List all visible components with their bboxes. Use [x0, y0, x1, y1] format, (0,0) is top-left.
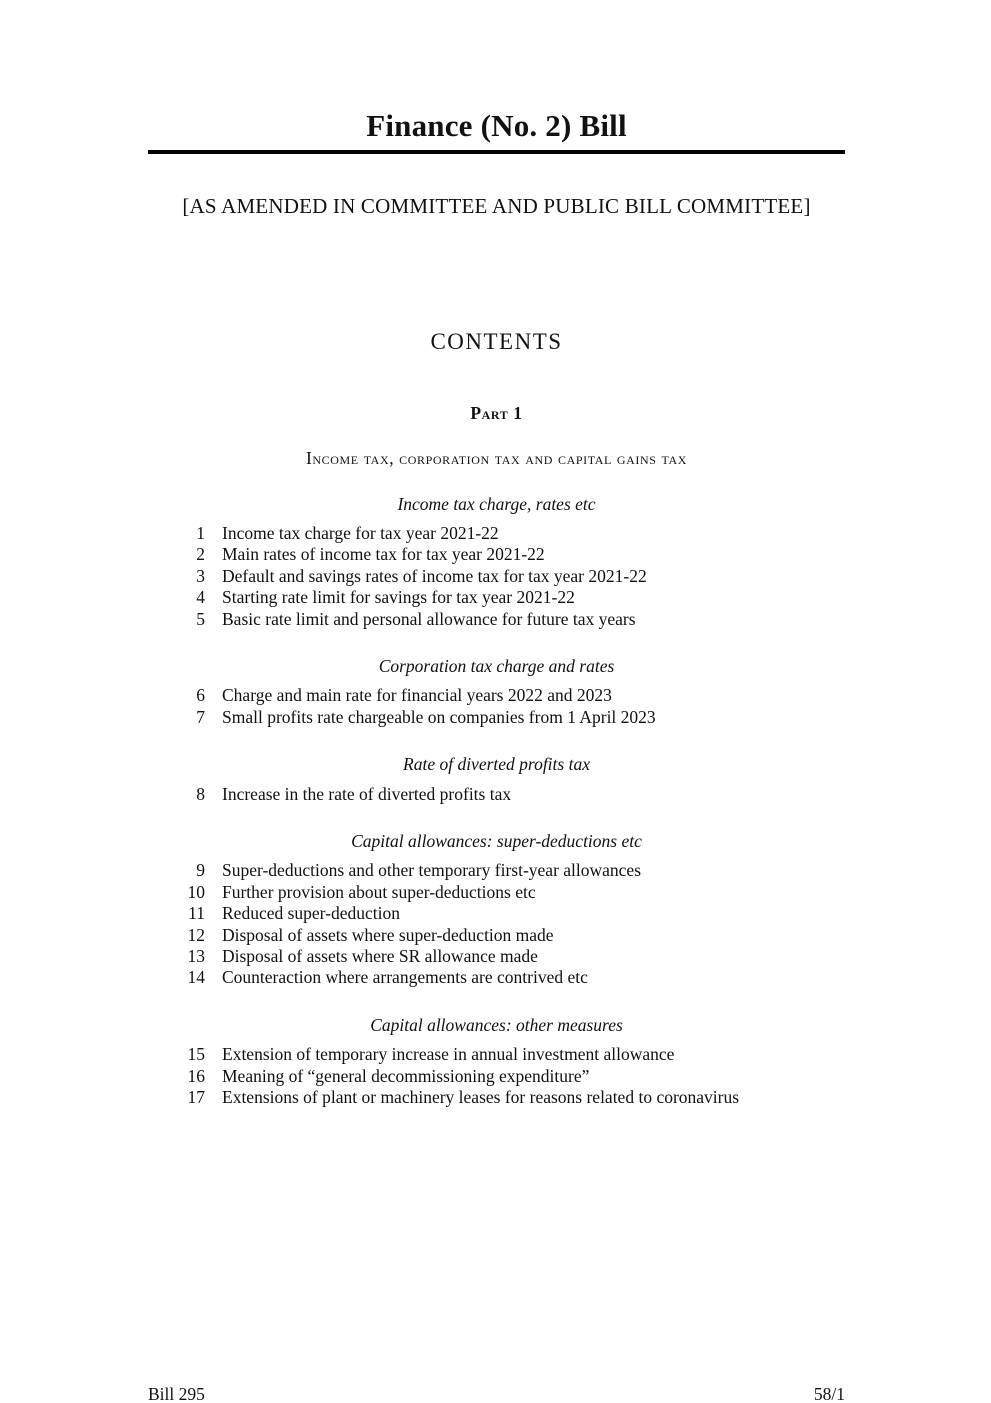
clause-title: Increase in the rate of diverted profits tax [222, 783, 512, 804]
toc-item [148, 587, 845, 608]
toc-section-heading: Capital allowances: super-deductions etc [351, 831, 642, 852]
title-double-rule [148, 150, 845, 154]
clause-title: Basic rate limit and personal allowance for future tax years [222, 608, 636, 629]
toc-items [148, 1044, 845, 1108]
clause-title: Super-deductions and other temporary first-year allowances [222, 860, 642, 881]
toc-section-heading: Corporation tax charge and rates [378, 655, 615, 676]
toc-section [148, 754, 845, 805]
clause-title: Small profits rate chargeable on companies from 1 April 2023 [222, 706, 656, 727]
clause-title: Extension of temporary increase in annual investment allowance [222, 1044, 675, 1065]
clause-number: 10 [187, 881, 205, 902]
clause-title: Disposal of assets where super-deduction made [222, 924, 554, 945]
toc-item [148, 609, 845, 630]
clause-number: 2 [196, 544, 205, 565]
bill-contents-page [0, 110, 991, 1403]
clause-number: 9 [196, 860, 205, 881]
clause-number: 15 [187, 1044, 205, 1065]
clause-title: Extensions of plant or machinery leases for reasons related to coronavirus [222, 1087, 740, 1108]
toc-item [148, 946, 845, 967]
bill-title: Finance (No. 2) Bill [366, 108, 627, 143]
clause-title: Reduced super-deduction [222, 903, 400, 924]
clause-title: Starting rate limit for savings for tax year 2021-22 [222, 587, 575, 608]
toc-section-heading: Capital allowances: other measures [370, 1014, 623, 1035]
toc-item [148, 685, 845, 706]
clause-number: 8 [196, 783, 205, 804]
toc-item [148, 523, 845, 544]
clause-title: Default and savings rates of income tax for tax year 2021-22 [222, 565, 647, 586]
toc-section-heading: Income tax charge, rates etc [397, 493, 596, 514]
toc-item [148, 860, 845, 881]
clause-number: 16 [187, 1065, 205, 1086]
toc-items [148, 523, 845, 630]
toc-item [148, 903, 845, 924]
toc-item [148, 882, 845, 903]
toc-items [148, 784, 845, 805]
contents-sections [148, 494, 845, 1109]
clause-number: 4 [196, 587, 205, 608]
clause-number: 3 [196, 565, 205, 586]
toc-item [148, 544, 845, 565]
toc-items [148, 685, 845, 728]
clause-number: 14 [187, 967, 205, 988]
part-heading: Income tax, corporation tax and capital gains tax [305, 448, 688, 469]
clause-title: Charge and main rate for financial years 2022 and 2023 [222, 685, 612, 706]
clause-number: 1 [196, 522, 205, 543]
clause-number: 7 [196, 706, 205, 727]
toc-item [148, 1066, 845, 1087]
clause-title: Further provision about super-deductions etc [222, 881, 536, 902]
session-print-number: 58/1 [813, 1384, 845, 1403]
page-footer [148, 1384, 845, 1403]
clause-number: 6 [196, 685, 205, 706]
toc-section [148, 1015, 845, 1109]
bill-number: Bill 295 [148, 1384, 205, 1403]
clause-title: Meaning of “general decommissioning expenditure” [222, 1065, 590, 1086]
contents-heading: CONTENTS [430, 328, 563, 354]
toc-section [148, 494, 845, 630]
amendment-note: [AS AMENDED IN COMMITTEE AND PUBLIC BILL COMMITTEE] [182, 193, 811, 218]
clause-title: Income tax charge for tax year 2021-22 [222, 522, 499, 543]
toc-item [148, 1087, 845, 1108]
toc-section [148, 831, 845, 989]
clause-title: Disposal of assets where SR allowance made [222, 946, 538, 967]
toc-item [148, 707, 845, 728]
toc-item [148, 925, 845, 946]
toc-item [148, 1044, 845, 1065]
clause-number: 11 [188, 903, 205, 924]
toc-item [148, 784, 845, 805]
toc-item [148, 967, 845, 988]
clause-number: 12 [187, 924, 205, 945]
clause-number: 5 [196, 608, 205, 629]
clause-number: 17 [187, 1087, 205, 1108]
toc-item [148, 566, 845, 587]
toc-items [148, 860, 845, 988]
clause-title: Counteraction where arrangements are contrived etc [222, 967, 588, 988]
toc-section-heading: Rate of diverted profits tax [403, 754, 590, 775]
toc-section [148, 656, 845, 728]
clause-number: 13 [187, 946, 205, 967]
part-label: Part 1 [470, 402, 523, 423]
clause-title: Main rates of income tax for tax year 2021-22 [222, 544, 545, 565]
